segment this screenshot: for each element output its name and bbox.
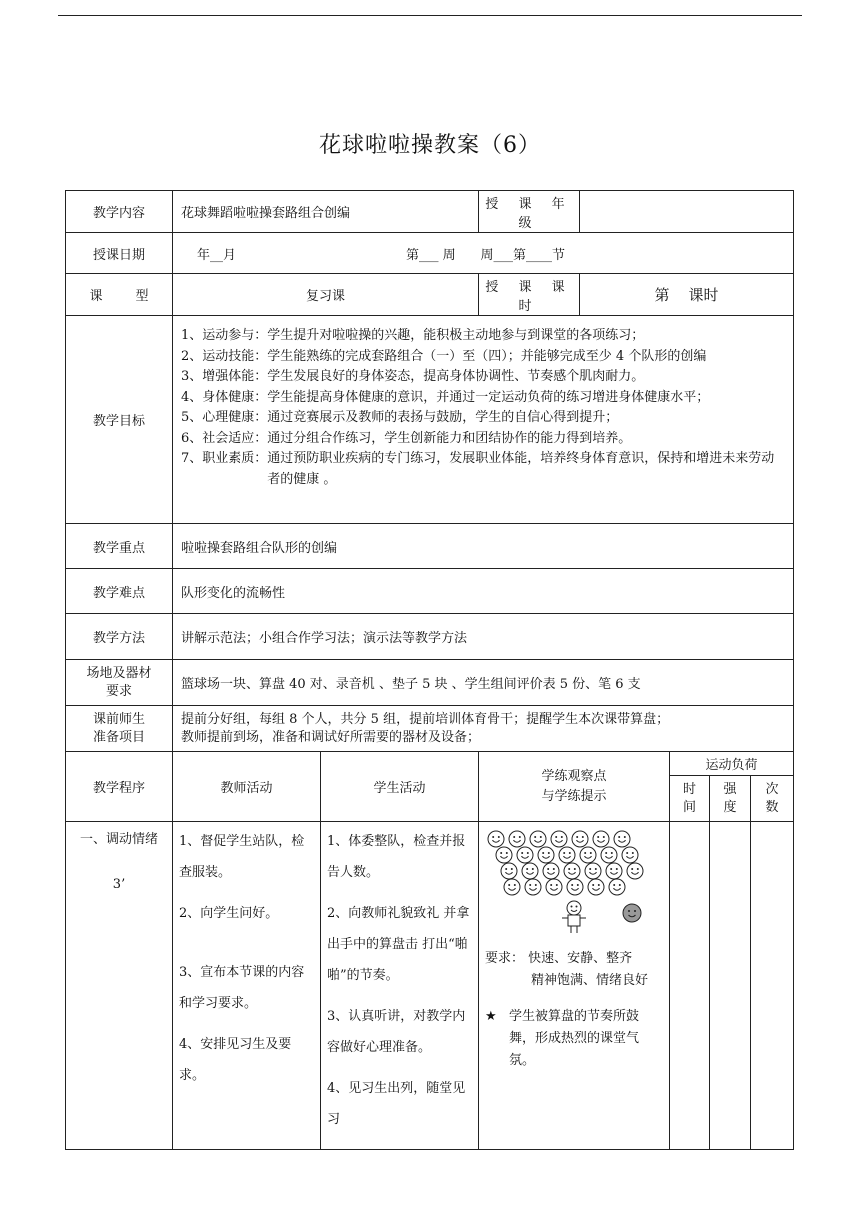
student-icon bbox=[522, 863, 538, 879]
procedure-header-row bbox=[66, 752, 794, 776]
load-header: 运动负荷 bbox=[670, 752, 794, 776]
venue-label: 场地及器材 要求 bbox=[66, 660, 173, 706]
student-icon bbox=[525, 879, 541, 895]
student-icon bbox=[622, 847, 638, 863]
student-activity-item: 3、认真听讲，对教学内容做好心理准备。 bbox=[327, 1009, 466, 1055]
teacher-activity bbox=[173, 822, 321, 1150]
student-activity-item: 4、见习生出列，随堂见习 bbox=[327, 1081, 466, 1127]
objectives-list bbox=[173, 316, 794, 524]
grade-label: 授 课 年 级 bbox=[479, 191, 580, 233]
observe-header: 学练观察点 与学练提示 bbox=[479, 752, 670, 822]
type-label: 课 型 bbox=[66, 274, 173, 316]
intensity-cell bbox=[710, 822, 751, 1150]
student-activity-item: 1、体委整队，检查并报告人数。 bbox=[327, 834, 466, 880]
difficulty-label: 教学难点 bbox=[66, 569, 173, 614]
count-header: 次 数 bbox=[751, 776, 794, 822]
row-prep bbox=[66, 706, 794, 752]
key-value: 啦啦操套路组合队形的创编 bbox=[173, 524, 794, 569]
student-icon bbox=[488, 831, 504, 847]
student-icon bbox=[543, 863, 559, 879]
time-cell bbox=[670, 822, 710, 1150]
objectives-label: 教学目标 bbox=[66, 316, 173, 524]
student-activity-item: 2、向教师礼貌致礼 并拿出手中的算盘击 打出“啪啪”的节奏。 bbox=[327, 906, 470, 983]
teacher-header: 教师活动 bbox=[173, 752, 321, 822]
student-icon bbox=[585, 863, 601, 879]
star-note-text: 学生被算盘的节奏所鼓舞，形成热烈的课堂气氛。 bbox=[509, 1009, 640, 1068]
lesson-plan-table bbox=[65, 190, 794, 1150]
content-label: 教学内容 bbox=[66, 191, 173, 233]
objective-item: 1、运动参与： 学生提升对啦啦操的兴趣，能积极主动地参与到课堂的各项练习； bbox=[181, 328, 645, 343]
student-icon bbox=[593, 831, 609, 847]
row-venue bbox=[66, 660, 794, 706]
star-note bbox=[485, 1006, 663, 1072]
student-icon bbox=[546, 879, 562, 895]
stage-duration: 3’ bbox=[112, 877, 126, 892]
student-icon bbox=[501, 863, 517, 879]
row-type bbox=[66, 274, 794, 316]
student-icon bbox=[580, 847, 596, 863]
date-value bbox=[173, 233, 794, 274]
requirement-line-2: 精神饱满、情绪良好 bbox=[531, 973, 649, 988]
hours-value: 第 课时 bbox=[580, 274, 794, 316]
student-icon bbox=[530, 831, 546, 847]
method-label: 教学方法 bbox=[66, 614, 173, 660]
intensity-header: 强 度 bbox=[710, 776, 751, 822]
time-header: 时 间 bbox=[670, 776, 710, 822]
student-icon bbox=[538, 847, 554, 863]
observer-icon bbox=[623, 904, 641, 922]
stage-cell bbox=[66, 822, 173, 1150]
student-icon bbox=[551, 831, 567, 847]
row-method bbox=[66, 614, 794, 660]
star-icon: ★ bbox=[485, 1009, 497, 1024]
student-icon bbox=[588, 879, 604, 895]
type-value: 复习课 bbox=[173, 274, 479, 316]
date-week: 第___ 周 周___第____节 bbox=[406, 247, 565, 263]
requirement-block bbox=[485, 948, 663, 992]
teacher-activity-item: 2、向学生问好。 bbox=[179, 906, 279, 921]
venue-value: 篮球场一块、算盘 40 对、录音机 、垫子 5 块 、学生组间评价表 5 份、笔 6 支 bbox=[173, 660, 794, 706]
student-icon bbox=[572, 831, 588, 847]
row-date bbox=[66, 233, 794, 274]
content-value: 花球舞蹈啦啦操套路组合创编 bbox=[173, 191, 479, 233]
prep-label: 课前师生 准备项目 bbox=[66, 706, 173, 752]
row-difficulty bbox=[66, 569, 794, 614]
stage-row bbox=[66, 822, 794, 1150]
student-icon bbox=[504, 879, 520, 895]
stage-name: 一、调动情绪 bbox=[79, 832, 158, 847]
key-label: 教学重点 bbox=[66, 524, 173, 569]
objective-item: 7、职业素质： 通过预防职业疾病的专门练习，发展职业体能，培养终身体育意识，保持和增进未来劳动者的健康 。 bbox=[181, 451, 775, 487]
requirement-line-1: 快速、安静、整齐 bbox=[528, 951, 633, 966]
grade-value bbox=[580, 191, 794, 233]
requirement-label: 要求： bbox=[485, 951, 525, 966]
student-activity bbox=[321, 822, 479, 1150]
objective-item: 3、增强体能： 学生发展良好的身体姿态，提高身体协调性、节奏感个肌肉耐力。 bbox=[181, 369, 645, 384]
student-header: 学生活动 bbox=[321, 752, 479, 822]
date-label: 授课日期 bbox=[66, 233, 173, 274]
teacher-icon bbox=[562, 901, 586, 933]
row-key-point bbox=[66, 524, 794, 569]
objective-item: 5、心理健康： 通过竞赛展示及教师的表扬与鼓励，学生的自信心得到提升； bbox=[181, 410, 619, 425]
student-icon bbox=[609, 879, 625, 895]
student-icon bbox=[559, 847, 575, 863]
teacher-activity-item: 3、宣布本节课的内容和学习要求。 bbox=[179, 965, 305, 1011]
page-title: 花球啦啦操教案（6） bbox=[319, 133, 541, 158]
student-icon bbox=[601, 847, 617, 863]
row-objectives bbox=[66, 316, 794, 524]
student-icon bbox=[564, 863, 580, 879]
formation-diagram bbox=[485, 828, 661, 938]
objective-item: 2、运动技能： 学生能熟练的完成套路组合（一）至（四）；并能够完成至少 4 个队形的创编 bbox=[181, 348, 707, 364]
row-content bbox=[66, 191, 794, 233]
objective-item: 4、身体健康： 学生能提高身体健康的意识，并通过一定运动负荷的练习增进身体健康水平； bbox=[181, 389, 710, 405]
student-icon bbox=[627, 863, 643, 879]
teacher-activity-item: 1、督促学生站队，检查服装。 bbox=[179, 834, 305, 880]
objective-item: 6、社会适应： 通过分组合作练习，学生创新能力和团结协作的能力得到培养。 bbox=[181, 430, 632, 446]
difficulty-value: 队形变化的流畅性 bbox=[173, 569, 794, 614]
hours-label: 授 课 课 时 bbox=[479, 274, 580, 316]
student-icon bbox=[517, 847, 533, 863]
prep-value: 提前分好组，每组 8 个人，共分 5 组，提前培训体育骨干；提醒学生本次课带算盘； 教师提前到场，准备和调试好所需要的器材及设备； bbox=[173, 706, 794, 752]
method-value: 讲解示范法；小组合作学习法；演示法等教学方法 bbox=[173, 614, 794, 660]
date-month: 年__月 bbox=[197, 247, 237, 263]
observation-cell bbox=[479, 822, 670, 1150]
count-cell bbox=[751, 822, 794, 1150]
header-rule bbox=[58, 15, 802, 16]
teacher-activity-item: 4、安排见习生及要求。 bbox=[179, 1037, 292, 1083]
student-icon bbox=[606, 863, 622, 879]
student-icon bbox=[496, 847, 512, 863]
stage-header: 教学程序 bbox=[66, 752, 173, 822]
student-icon bbox=[509, 831, 525, 847]
student-icon bbox=[614, 831, 630, 847]
student-icon bbox=[567, 879, 583, 895]
